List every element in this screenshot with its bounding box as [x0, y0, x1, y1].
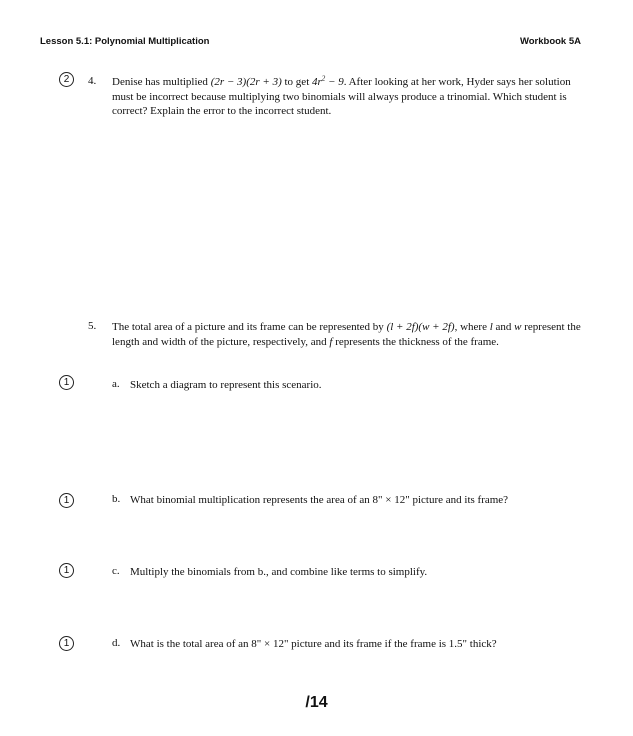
q5b-points-badge: 1: [59, 493, 74, 508]
q5d-points-badge: 1: [59, 636, 74, 651]
workbook-label: Workbook 5A: [519, 36, 581, 47]
q4-number: 4.: [88, 75, 97, 87]
q5-number: 5.: [88, 320, 97, 332]
q5c-points-badge: 1: [59, 563, 74, 578]
q5a-label: a.: [112, 378, 120, 390]
q5b-label: b.: [112, 493, 121, 505]
q4-expr-1: (2r − 3)(2r + 3): [210, 76, 282, 88]
total-score: /14: [305, 694, 328, 711]
q5a-text: Sketch a diagram to represent this scenario.: [130, 379, 322, 391]
q5d-label: d.: [112, 637, 121, 649]
q4-points-badge: 2: [59, 72, 74, 87]
q5-expr: (l + 2f)(w + 2f): [386, 321, 455, 333]
q4-text: Denise has multiplied (2r − 3)(2r + 3) to get $4r^2 - 9$. After looking at her work, Hyder says her solution must be incorrect because multiplying two binomials will always produce a trinomial. Which student is correct? Explain the error to the incorrect student.: [112, 74, 571, 117]
q5c-text: Multiply the binomials from b., and combine like terms to simplify.: [130, 566, 428, 578]
lesson-title: Lesson 5.1: Polynomial Multiplication: [40, 36, 210, 47]
q5a-points-badge: 1: [59, 375, 74, 390]
q5-text: The total area of a picture and its frame can be represented by (l + 2f)(w + 2f), where l and w represent the length and width of the picture, respectively, and f represents the thickness of the frame.: [112, 321, 581, 348]
q5c-label: c.: [112, 565, 120, 577]
q4-expr-2: $4r^2 - 9$: [312, 74, 344, 88]
q5d-text: What is the total area of an 8" × 12" picture and its frame if the frame is 1.5" thick?: [130, 638, 497, 650]
q5b-text: What binomial multiplication represents the area of an 8" × 12" picture and its frame?: [130, 494, 509, 506]
